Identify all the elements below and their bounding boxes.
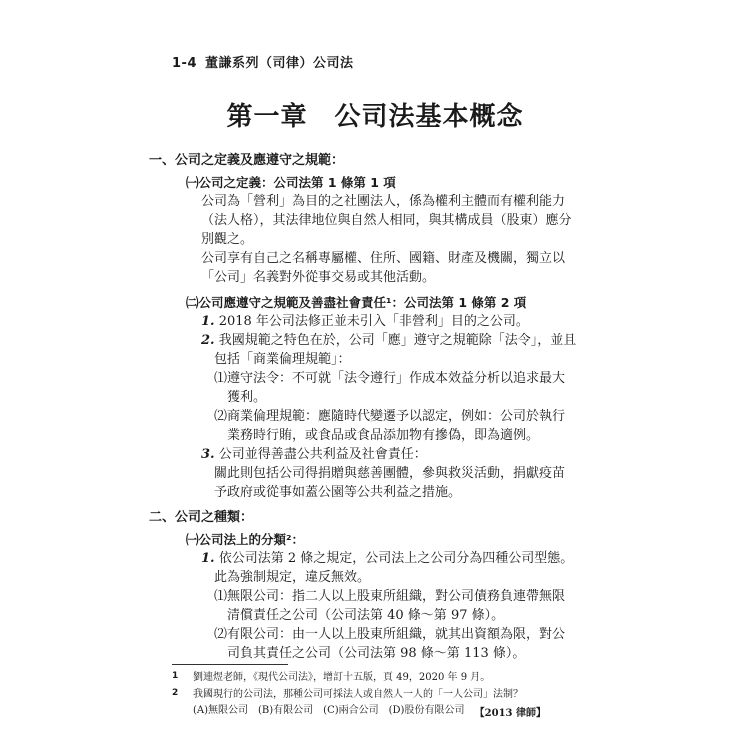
footnote-mark-2: 2: [172, 688, 179, 698]
list-item: [201, 313, 529, 331]
paragraph-line: 司負其責任之公司（公司法第 98 條～第 113 條）。: [227, 646, 526, 661]
section-heading-1: 一、公司之定義及應遵守之規範：: [149, 153, 345, 168]
paragraph-line: （法人格），其法律地位與自然人相同，與其構成員（股東）應分: [201, 213, 572, 228]
footnote-mark-1: 1: [172, 671, 179, 681]
item-number: 1.: [201, 551, 215, 566]
list-item: [201, 332, 576, 350]
item-text: 公司並得善盡公共利益及社會責任：: [218, 447, 427, 462]
footnote-1: 劉連煜老師，《現代公司法》，增訂十五版，頁 49，2020 年 9 月。: [193, 672, 491, 683]
item-text: 2018 年公司法修正並未引入「非營利」目的之公司。: [218, 314, 529, 329]
paragraph-line: 公司為「營利」為目的之社團法人，係為權利主體而有權利能力: [201, 194, 566, 209]
paragraph-line: 別觀之。: [201, 232, 254, 247]
list-item: [201, 550, 573, 568]
subsection-heading-1-1: ㈠公司之定義：公司法第 1 條第 1 項: [186, 175, 396, 190]
paragraph-line: 關此則包括公司得捐贈與慈善團體，參與救災活動，捐獻疫苗: [214, 466, 566, 481]
running-title: 董謙系列（司律）公司法: [205, 56, 354, 71]
paragraph-line: 「公司」名義對外從事交易或其他活動。: [201, 270, 436, 285]
footnote-2-options: (A)無限公司 (B)有限公司 (C)兩合公司 (D)股份有限公司: [193, 705, 465, 716]
subsection-heading-1-2: ㈡公司應遵守之規範及善盡社會責任¹：公司法第 1 條第 2 項: [186, 295, 527, 310]
chapter-title: 第一章 公司法基本概念: [226, 102, 524, 132]
paragraph-line: 清償責任之公司（公司法第 40 條～第 97 條）。: [227, 608, 505, 623]
paragraph-line: 包括「商業倫理規範」：: [214, 352, 351, 367]
running-head: [172, 52, 354, 71]
paragraph-line: 予政府或從事如蓋公園等公共利益之措施。: [214, 485, 462, 500]
paragraph-line: 此為強制規定，違反無效。: [214, 570, 371, 585]
section-heading-2: 二、公司之種類：: [149, 510, 254, 525]
footnote-divider: [172, 664, 288, 665]
paragraph-line: ⑵商業倫理規範：應隨時代變遷予以認定，例如：公司於執行: [214, 409, 566, 424]
subsection-heading-2-1: ㈠公司法上的分類²：: [186, 532, 304, 547]
item-text: 依公司法第 2 條之規定，公司法上之公司分為四種公司型態。: [218, 551, 574, 566]
page-number: 1-4: [172, 56, 197, 71]
list-item: [201, 446, 427, 464]
footnote-2: 我國現行的公司法，那種公司可採法人或自然人一人的「一人公司」法制？: [193, 689, 523, 700]
paragraph-line: ⑵有限公司：由一人以上股東所組織，就其出資額為限，對公: [214, 627, 566, 642]
paragraph-line: ⑴無限公司：指二人以上股東所組織，對公司債務負連帶無限: [214, 589, 566, 604]
item-number: 3.: [201, 447, 215, 462]
item-number: 2.: [201, 333, 215, 348]
item-text: 我國規範之特色在於，公司「應」遵守之規範除「法令」，並且: [218, 333, 577, 348]
paragraph-line: 獲利。: [227, 390, 267, 405]
item-number: 1.: [201, 314, 215, 329]
paragraph-line: 公司享有自己之名稱專屬權、住所、國籍、財產及機關，獨立以: [201, 251, 566, 266]
paragraph-line: ⑴遵守法令：不可就「法令遵行」作成本效益分析以追求最大: [214, 371, 566, 386]
footnote-2-source: 【2013 律師】: [474, 708, 546, 719]
paragraph-line: 業務時行賄，或食品或食品添加物有摻偽，即為適例。: [227, 428, 540, 443]
